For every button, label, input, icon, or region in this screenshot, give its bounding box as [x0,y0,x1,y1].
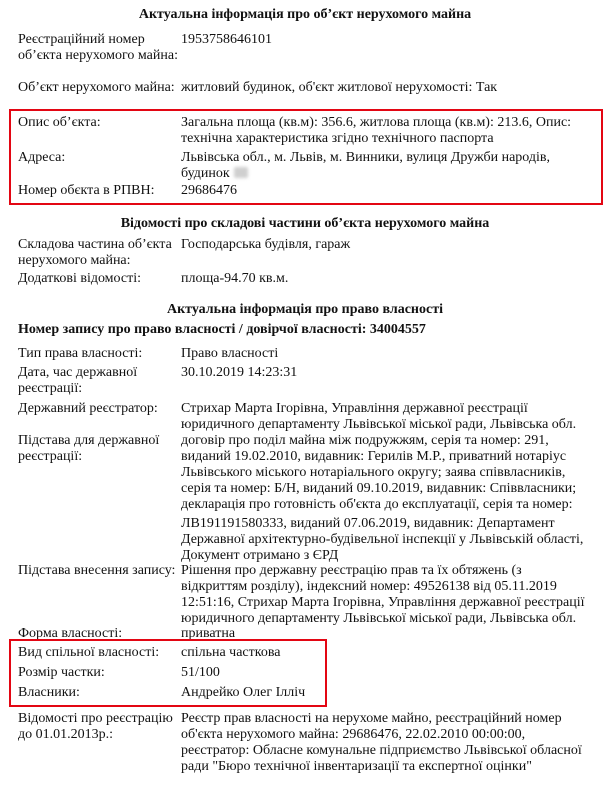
share-size-value: 51/100 [181,665,220,680]
joint-ownership-value: спільна часткова [181,645,281,660]
additional-label: Додаткові відомості: [18,271,142,286]
entry-basis-label: Підстава внесення запису: [18,563,176,578]
section-title-object: Актуальна інформація про об’єкт нерухомого майна [138,7,472,22]
registration-basis-value: договір про поділ майна між подружжям, серія та номер: 291, виданий 19.02.2010, видавник: Герилів М.Р., приватний нотаріус Львівського міського нотаріального округу; заява співвласників, серія та номер: Б/Н, виданий 09.10.2019, видавник: Співвласники; декларація про готовність об'єкта до експлуатації, серія та номер: [181,433,577,512]
ownership-form-value: приватна [181,626,236,641]
registration-date-value: 30.10.2019 14:23:31 [181,365,298,380]
registration-date-label: Дата, час державної реєстрації: [18,365,138,396]
address-label: Адреса: [18,150,66,165]
reg-number-label: Реєстраційний номер об’єкта нерухомого майна: [18,32,178,63]
right-type-value: Право власності [181,346,279,361]
object-type-value: житловий будинок, об'єкт житлової нерухомості: Так [181,80,498,95]
component-label: Складова частина об’єкта нерухомого майна: [18,237,172,268]
owners-value: Андрейко Олег Ілліч [181,685,306,700]
pre2013-label: Відомості про реєстрацію до 01.01.2013р.: [18,711,173,742]
reg-number-value: 1953758646101 [181,32,272,47]
rpvn-label: Номер обєкта в РПВН: [18,183,155,198]
address-text: Львівська обл., м. Львів, м. Винники, вулиця Дружби народів, будинок [181,150,551,181]
owners-label: Власники: [18,685,80,700]
additional-value: площа-94.70 кв.м. [181,271,289,286]
registrar-value: Стрихар Марта Ігорівна, Управління державної реєстрації юридичного департаменту Львівської міської ради, Львівська обл. [181,401,577,432]
share-size-label: Розмір частки: [18,665,105,680]
object-type-label: Об’єкт нерухомого майна: [18,80,175,95]
section-title-components: Відомості про складові частини об’єкта нерухомого майна [120,216,490,231]
registrar-label: Державний реєстратор: [18,401,158,416]
registration-basis-label: Підстава для державної реєстрації: [18,433,160,464]
ownership-record-number: Номер запису про право власності / довірчої власності: 34004557 [18,322,426,337]
rpvn-value: 29686476 [181,183,237,198]
component-value: Господарська будівля, гараж [181,237,351,252]
redacted-house-number [234,167,248,178]
address-value [181,150,591,182]
pre2013-value: Реєстр прав власності на нерухоме майно, реєстраційний номер об'єкта нерухомого майна: 29686476, 22.02.2010 00:00:00, реєстратор: Обласне комунальне підприємство Львівської обласної ради "Бюро технічної інвентаризації та експертної оцінки" [181,711,582,774]
section-title-ownership: Актуальна інформація про право власності [167,302,443,317]
description-value: Загальна площа (кв.м): 356.6, житлова площа (кв.м): 213.6, Опис: технічна характеристика згідно технічного паспорта [181,115,572,146]
description-label: Опис об’єкта: [18,115,101,130]
entry-basis-value: Рішення про державну реєстрацію прав та їх обтяжень (з відкриттям розділу), індексний номер: 49526138 від 05.11.2019 12:51:16, Стрихар Марта Ігорівна, Управління державної реєстрації юридичного департаменту Львівської міської ради, Львівська обл. [181,563,585,626]
right-type-label: Тип права власності: [18,346,143,361]
registration-basis-value-continued: ЛВ191191580333, виданий 07.06.2019, видавник: Департамент Державної архітектурно-будівельної інспекції у Львівській області, Документ отримано з ЄРД [181,516,584,563]
ownership-form-label: Форма власності: [18,626,123,641]
joint-ownership-label: Вид спільної власності: [18,645,160,660]
